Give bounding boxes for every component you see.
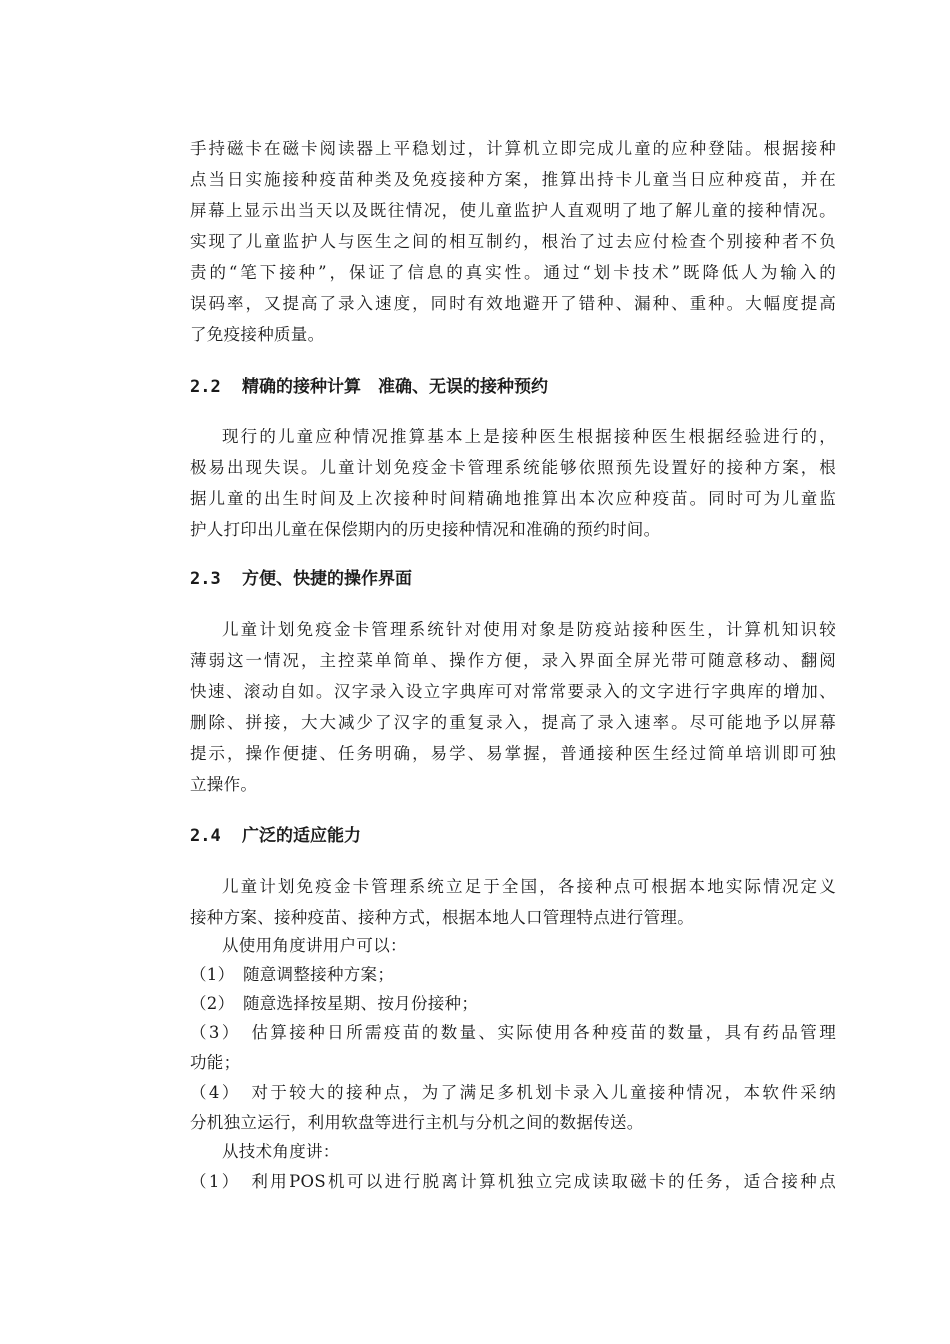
list-item: （3） 估算接种日所需疫苗的数量、实际使用各种疫苗的数量，具有药品管理 [190, 1023, 836, 1042]
list-item: （2） 随意选择按星期、按月份接种； [190, 994, 479, 1013]
section-heading-2-2 [190, 375, 548, 399]
paragraph-line: 护人打印出儿童在保偿期内的历史接种情况和准确的预约时间。 [190, 520, 661, 539]
paragraph-line: 屏幕上显示出当天以及既往情况，使儿童监护人直观明了地了解儿童的接种情况。 [190, 201, 836, 220]
paragraph-line: 点当日实施接种疫苗种类及免疫接种方案，推算出持卡儿童当日应种疫苗，并在 [190, 170, 836, 189]
paragraph-line: 责的“笔下接种”，保证了信息的真实性。通过“划卡技术”既降低人为输入的 [190, 263, 836, 282]
section-number: 2.4 [190, 826, 221, 846]
paragraph-line: 分机独立运行，利用软盘等进行主机与分机之间的数据传送。 [190, 1113, 644, 1132]
section-title: 方便、快捷的操作界面 [242, 569, 412, 589]
paragraph-line: 从使用角度讲用户可以： [222, 936, 407, 955]
paragraph-line: 删除、拼接，大大减少了汉字的重复录入，提高了录入速率。尽可能地予以屏幕 [190, 713, 836, 732]
paragraph-line: 了免疫接种质量。 [190, 325, 325, 344]
paragraph-line: 误码率，又提高了录入速度，同时有效地避开了错种、漏种、重种。大幅度提高 [190, 294, 836, 313]
section-heading-2-3 [190, 567, 412, 591]
section-number: 2.3 [190, 569, 221, 589]
paragraph-line: 据儿童的出生时间及上次接种时间精确地推算出本次应种疫苗。同时可为儿童监 [190, 489, 836, 508]
paragraph-line: 薄弱这一情况，主控菜单简单、操作方便，录入界面全屏光带可随意移动、翻阅 [190, 651, 836, 670]
paragraph-line: 儿童计划免疫金卡管理系统立足于全国，各接种点可根据本地实际情况定义 [222, 877, 836, 896]
section-heading-2-4 [190, 824, 361, 848]
paragraph-line: 快速、滚动自如。汉字录入设立字典库可对常常要录入的文字进行字典库的增加、 [190, 682, 836, 701]
section-title: 精确的接种计算 准确、无误的接种预约 [242, 377, 548, 397]
section-number: 2.2 [190, 377, 221, 397]
paragraph-line: 手持磁卡在磁卡阅读器上平稳划过，计算机立即完成儿童的应种登陆。根据接种 [190, 139, 836, 158]
paragraph-line: 实现了儿童监护人与医生之间的相互制约，根治了过去应付检查个别接种者不负 [190, 232, 836, 251]
paragraph-line: 儿童计划免疫金卡管理系统针对使用对象是防疫站接种医生，计算机知识较 [222, 620, 836, 639]
paragraph-line: 接种方案、接种疫苗、接种方式，根据本地人口管理特点进行管理。 [190, 908, 694, 927]
paragraph-line: 极易出现失误。儿童计划免疫金卡管理系统能够依照预先设置好的接种方案，根 [190, 458, 836, 477]
paragraph-line: 立操作。 [190, 775, 258, 794]
list-item: （1） 随意调整接种方案； [190, 965, 395, 984]
paragraph-line: 功能； [190, 1053, 241, 1072]
paragraph-line: 现行的儿童应种情况推算基本上是接种医生根据接种医生根据经验进行的， [222, 427, 836, 446]
list-item: （1） 利用POS机可以进行脱离计算机独立完成读取磁卡的任务，适合接种点 [190, 1172, 836, 1191]
paragraph-line: 从技术角度讲： [222, 1142, 340, 1161]
paragraph-line: 提示，操作便捷、任务明确，易学、易掌握，普通接种医生经过简单培训即可独 [190, 744, 836, 763]
section-title: 广泛的适应能力 [242, 826, 361, 846]
list-item: （4） 对于较大的接种点，为了满足多机划卡录入儿童接种情况，本软件采纳 [190, 1083, 836, 1102]
